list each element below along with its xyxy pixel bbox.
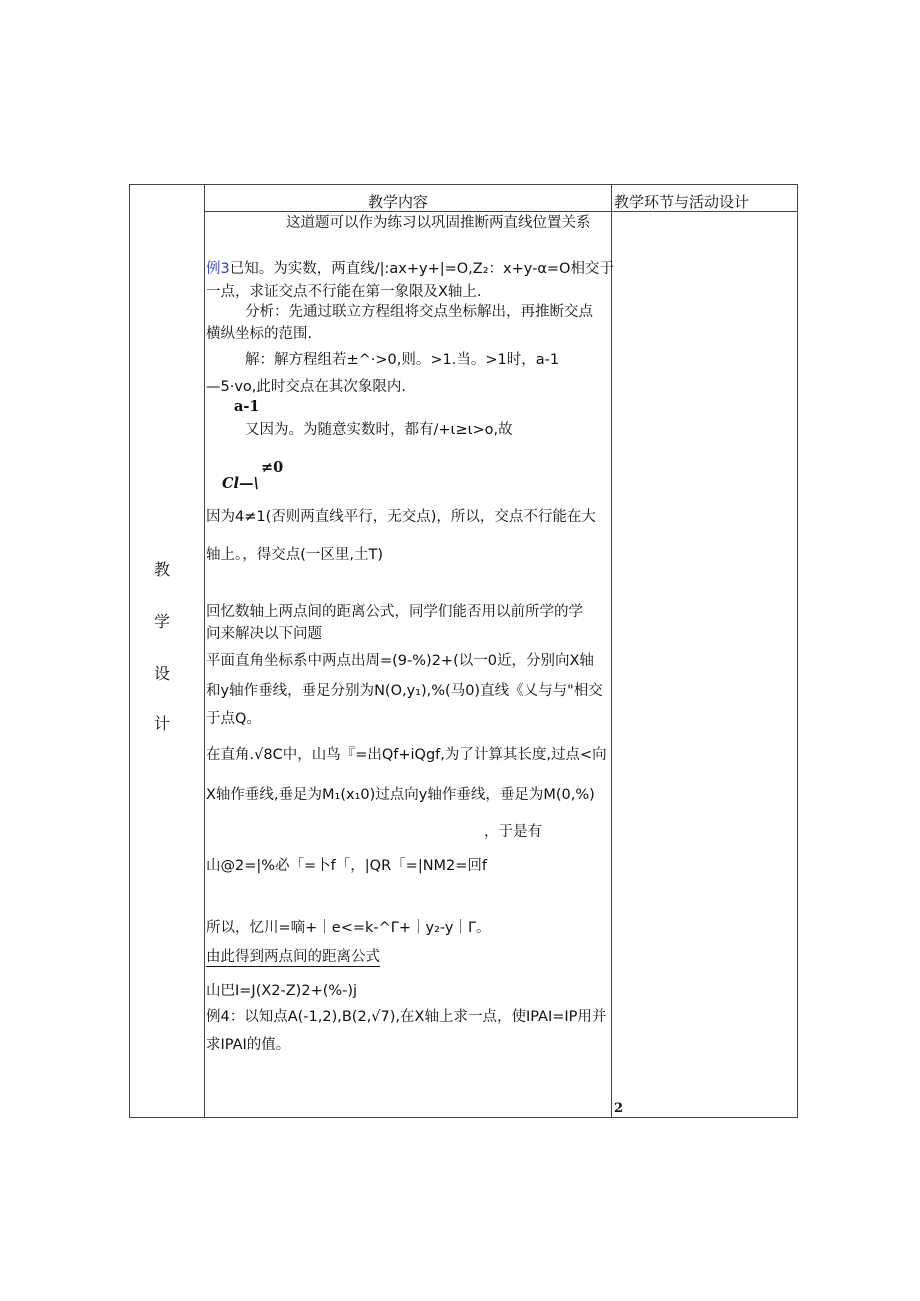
solution-text: 又因为。为随意实数时，都有/+ι≥ι>o,故 [245,422,513,438]
plane-text: 于点Q。 [206,711,261,727]
solution-text: 解：解方程组若±^·>0,则。>1.当。>1时，a-1 [245,352,560,368]
column-divider [611,185,612,1117]
example-3-text: 已知。为实数，两直线/|:ax+y+|=O,Z₂：x+y-α=O相交于 [229,261,614,277]
solution-fraction: a-1 [234,398,260,415]
side-label-char: 学 [154,612,171,631]
analysis-text: 分析：先通过联立方程组将交点坐标解出，再推断交点 [245,304,593,320]
because-text: 因为4≠1(否则两直线平行，无交点)，所以，交点不行能在大 [206,509,596,525]
intro-text: 这道题可以作为练习以巩固推断两直线位置关系 [286,215,591,231]
so-have-text: ，于是有 [484,824,542,840]
analysis-text: 横纵坐标的范围. [206,326,313,342]
example-4-text: 例4：以知点A(-1,2),B(2,√7),在X轴上求一点，使IPAI=IP用并 [206,1009,607,1025]
neq-zero: ≠0 [261,459,284,476]
distance-formula: 山巴I=J(X2-Z)2+(%-)j [206,983,358,999]
solution-text: —5·vo,此时交点在其次象限内. [206,379,407,395]
header-activity: 教学环节与活动设计 [614,193,750,211]
example-3-text: 一点，求证交点不行能在第一象限及X轴上. [206,284,482,300]
because-text: 轴上。，得交点(一区里,土T) [206,547,384,563]
example-3-label: 例3 [206,261,230,277]
side-label-char: 计 [154,714,171,733]
therefore-text: 所以，忆川=嘀+｜e<=k-^Γ+｜y₂-y｜Γ。 [206,920,491,936]
formula-text: 山@2=|%必「=卜f「，|QR「=|NM2=回f [206,858,488,874]
column-divider [204,185,205,1117]
derive-text [206,948,380,966]
page-number: 2 [614,1101,624,1116]
header-content: 教学内容 [368,193,429,211]
plane-text: 平面直角坐标系中两点出周=(9-%)2+(以一0近，分别向X轴 [206,653,594,669]
recall-text: 问来解决以下问题 [206,626,322,642]
side-label-char: 教 [154,560,171,579]
right-triangle-text: X轴作垂线,垂足为M₁(x₁0)过点向y轴作垂线，垂足为M(0,%) [206,787,595,803]
example-4-text: 求IPAI的值。 [206,1037,291,1053]
side-label-char: 设 [154,664,171,683]
plane-text: 和y轴作垂线，垂足分别为N(O,y₁),%(马0)直线《乂与与"相交 [206,683,603,699]
example-3 [206,260,614,278]
derive-text-label: 由此得到两点间的距离公式 [206,949,380,965]
recall-text: 回忆数轴上两点间的距离公式，同学们能否用以前所学的学 [206,604,583,620]
fraction-expression: Cl—\ [222,475,259,492]
right-triangle-text: 在直角.√8C中，山鸟『=出Qf+iQgf,为了计算其长度,过点<向 [206,747,607,763]
lesson-table [129,184,798,1118]
